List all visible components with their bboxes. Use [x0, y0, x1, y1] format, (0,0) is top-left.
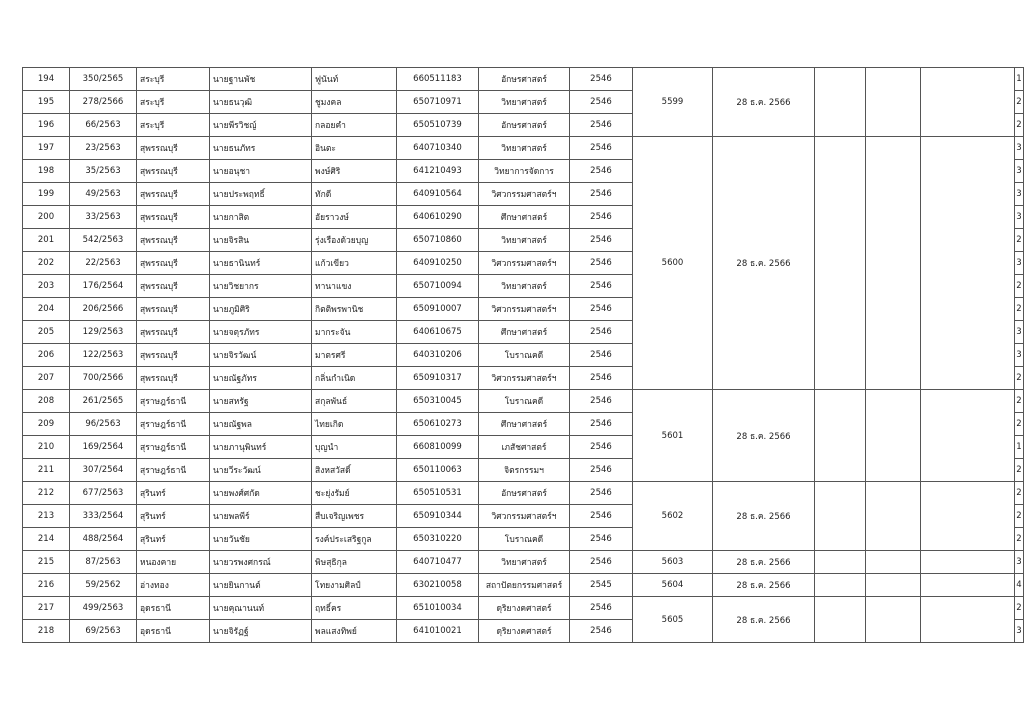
order-number-cell: 5601 [633, 390, 713, 482]
year-cell: 2546 [570, 367, 633, 390]
row-number-cell: 215 [23, 551, 70, 574]
year-cell: 2546 [570, 206, 633, 229]
count-cell: 2 [1015, 298, 1024, 321]
first-name-cell: นายจิรวัฒน์ [210, 344, 312, 367]
province-cell: สุพรรณบุรี [137, 229, 210, 252]
blank-b-cell [866, 482, 921, 551]
last-name-cell: สืบเจริญเพชร [312, 505, 397, 528]
blank-a-cell [815, 482, 866, 551]
year-cell: 2546 [570, 298, 633, 321]
order-date-cell: 28 ธ.ค. 2566 [713, 597, 815, 643]
count-cell: 3 [1015, 620, 1024, 643]
ref-number-cell: 488/2564 [70, 528, 137, 551]
first-name-cell: นายภานุพินทร์ [210, 436, 312, 459]
student-id-cell: 650510739 [397, 114, 479, 137]
faculty-cell: วิทยาการจัดการ [479, 160, 570, 183]
faculty-cell: ศึกษาศาสตร์ [479, 413, 570, 436]
province-cell: สระบุรี [137, 68, 210, 91]
table-row [23, 390, 1024, 413]
first-name-cell: นายวีระวัฒน์ [210, 459, 312, 482]
last-name-cell: กิตติพรพานิช [312, 298, 397, 321]
first-name-cell: นายณัฐภัทร [210, 367, 312, 390]
row-number-cell: 205 [23, 321, 70, 344]
student-id-cell: 641210493 [397, 160, 479, 183]
faculty-cell: ศึกษาศาสตร์ [479, 321, 570, 344]
student-id-cell: 660810099 [397, 436, 479, 459]
count-cell: 1 [1015, 436, 1024, 459]
row-number-cell: 217 [23, 597, 70, 620]
ref-number-cell: 499/2563 [70, 597, 137, 620]
blank-a-cell [815, 68, 866, 137]
student-id-cell: 651010034 [397, 597, 479, 620]
year-cell: 2546 [570, 390, 633, 413]
blank-a-cell [815, 597, 866, 643]
first-name-cell: นายจิรัฏฐ์ [210, 620, 312, 643]
row-number-cell: 196 [23, 114, 70, 137]
ref-number-cell: 677/2563 [70, 482, 137, 505]
province-cell: สุพรรณบุรี [137, 367, 210, 390]
blank-c-cell [921, 551, 1015, 574]
faculty-cell: สถาปัตยกรรมศาสตร์ [479, 574, 570, 597]
row-number-cell: 197 [23, 137, 70, 160]
count-cell: 3 [1015, 137, 1024, 160]
first-name-cell: นายคุณานนท์ [210, 597, 312, 620]
year-cell: 2546 [570, 551, 633, 574]
province-cell: สุพรรณบุรี [137, 160, 210, 183]
order-number-cell: 5600 [633, 137, 713, 390]
faculty-cell: วิทยาศาสตร์ [479, 551, 570, 574]
row-number-cell: 213 [23, 505, 70, 528]
blank-b-cell [866, 597, 921, 643]
year-cell: 2546 [570, 91, 633, 114]
first-name-cell: นายอนุชา [210, 160, 312, 183]
faculty-cell: อักษรศาสตร์ [479, 68, 570, 91]
province-cell: สุพรรณบุรี [137, 252, 210, 275]
province-cell: สุรินทร์ [137, 528, 210, 551]
first-name-cell: นายธนวุฒิ [210, 91, 312, 114]
last-name-cell: โทยงามศิลป์ [312, 574, 397, 597]
first-name-cell: นายจตุรภัทร [210, 321, 312, 344]
count-cell: 2 [1015, 459, 1024, 482]
table-row [23, 597, 1024, 620]
last-name-cell: อินตะ [312, 137, 397, 160]
first-name-cell: นายพลพีร์ [210, 505, 312, 528]
first-name-cell: นายประพฤทธิ์ [210, 183, 312, 206]
student-id-cell: 640910564 [397, 183, 479, 206]
student-id-cell: 650910344 [397, 505, 479, 528]
last-name-cell: มากระจัน [312, 321, 397, 344]
student-id-cell: 650710094 [397, 275, 479, 298]
province-cell: สุพรรณบุรี [137, 206, 210, 229]
first-name-cell: นายธานินทร์ [210, 252, 312, 275]
first-name-cell: นายกาสิต [210, 206, 312, 229]
province-cell: อุดรธานี [137, 620, 210, 643]
row-number-cell: 194 [23, 68, 70, 91]
ref-number-cell: 49/2563 [70, 183, 137, 206]
year-cell: 2546 [570, 252, 633, 275]
order-date-cell: 28 ธ.ค. 2566 [713, 68, 815, 137]
student-id-cell: 640710477 [397, 551, 479, 574]
faculty-cell: วิทยาศาสตร์ [479, 91, 570, 114]
order-number-cell: 5604 [633, 574, 713, 597]
count-cell: 3 [1015, 551, 1024, 574]
count-cell: 2 [1015, 390, 1024, 413]
last-name-cell: อัยราวงษ์ [312, 206, 397, 229]
faculty-cell: อักษรศาสตร์ [479, 114, 570, 137]
order-date-cell: 28 ธ.ค. 2566 [713, 482, 815, 551]
last-name-cell: รงค์ประเสริฐกูล [312, 528, 397, 551]
blank-b-cell [866, 574, 921, 597]
blank-c-cell [921, 390, 1015, 482]
year-cell: 2546 [570, 160, 633, 183]
faculty-cell: ดุริยางคศาสตร์ [479, 597, 570, 620]
province-cell: สระบุรี [137, 114, 210, 137]
ref-number-cell: 129/2563 [70, 321, 137, 344]
order-date-cell: 28 ธ.ค. 2566 [713, 551, 815, 574]
last-name-cell: ฤทธิ์คร [312, 597, 397, 620]
student-id-cell: 640910250 [397, 252, 479, 275]
first-name-cell: นายวิชยากร [210, 275, 312, 298]
blank-c-cell [921, 68, 1015, 137]
student-id-cell: 641010021 [397, 620, 479, 643]
ref-number-cell: 87/2563 [70, 551, 137, 574]
first-name-cell: นายณัฐพล [210, 413, 312, 436]
row-number-cell: 207 [23, 367, 70, 390]
year-cell: 2546 [570, 137, 633, 160]
faculty-cell: จิตรกรรมฯ [479, 459, 570, 482]
student-id-cell: 650310220 [397, 528, 479, 551]
year-cell: 2546 [570, 436, 633, 459]
first-name-cell: นายภูมิศิริ [210, 298, 312, 321]
first-name-cell: นายฐานพัช [210, 68, 312, 91]
count-cell: 3 [1015, 252, 1024, 275]
last-name-cell: พงษ์ศิริ [312, 160, 397, 183]
last-name-cell: ทักดี [312, 183, 397, 206]
ref-number-cell: 350/2565 [70, 68, 137, 91]
province-cell: สระบุรี [137, 91, 210, 114]
student-id-cell: 640610675 [397, 321, 479, 344]
year-cell: 2546 [570, 597, 633, 620]
province-cell: สุรินทร์ [137, 482, 210, 505]
ref-number-cell: 35/2563 [70, 160, 137, 183]
year-cell: 2546 [570, 344, 633, 367]
province-cell: สุพรรณบุรี [137, 275, 210, 298]
faculty-cell: โบราณคดี [479, 344, 570, 367]
student-id-cell: 650510531 [397, 482, 479, 505]
table-row [23, 137, 1024, 160]
count-cell: 2 [1015, 114, 1024, 137]
student-id-cell: 630210058 [397, 574, 479, 597]
faculty-cell: วิศวกรรมศาสตร์ฯ [479, 252, 570, 275]
first-name-cell: นายธนภัทร [210, 137, 312, 160]
faculty-cell: วิทยาศาสตร์ [479, 275, 570, 298]
student-id-cell: 650110063 [397, 459, 479, 482]
count-cell: 3 [1015, 344, 1024, 367]
year-cell: 2546 [570, 114, 633, 137]
last-name-cell: สกุลพันธ์ [312, 390, 397, 413]
row-number-cell: 202 [23, 252, 70, 275]
ref-number-cell: 96/2563 [70, 413, 137, 436]
count-cell: 4 [1015, 574, 1024, 597]
last-name-cell: ไทยเกิด [312, 413, 397, 436]
year-cell: 2546 [570, 68, 633, 91]
first-name-cell: นายวันชัย [210, 528, 312, 551]
student-id-cell: 650610273 [397, 413, 479, 436]
row-number-cell: 198 [23, 160, 70, 183]
first-name-cell: นายพงศ์ศกัด [210, 482, 312, 505]
count-cell: 3 [1015, 206, 1024, 229]
first-name-cell: นายจิรสิน [210, 229, 312, 252]
last-name-cell: พลแสงทิพย์ [312, 620, 397, 643]
blank-b-cell [866, 68, 921, 137]
blank-c-cell [921, 597, 1015, 643]
last-name-cell: บุญนำ [312, 436, 397, 459]
faculty-cell: วิศวกรรมศาสตร์ฯ [479, 367, 570, 390]
last-name-cell: ชะยุ่งรัมย์ [312, 482, 397, 505]
first-name-cell: นายพีรวิชญ์ [210, 114, 312, 137]
roster-table [22, 67, 1024, 643]
year-cell: 2546 [570, 482, 633, 505]
ref-number-cell: 23/2563 [70, 137, 137, 160]
order-number-cell: 5599 [633, 68, 713, 137]
student-id-cell: 640310206 [397, 344, 479, 367]
faculty-cell: โบราณคดี [479, 390, 570, 413]
ref-number-cell: 22/2563 [70, 252, 137, 275]
ref-number-cell: 261/2565 [70, 390, 137, 413]
last-name-cell: กลอยคำ [312, 114, 397, 137]
faculty-cell: ดุริยางคศาสตร์ [479, 620, 570, 643]
count-cell: 3 [1015, 321, 1024, 344]
last-name-cell: แก้วเขียว [312, 252, 397, 275]
ref-number-cell: 66/2563 [70, 114, 137, 137]
year-cell: 2546 [570, 528, 633, 551]
last-name-cell: มาตรศรี [312, 344, 397, 367]
row-number-cell: 210 [23, 436, 70, 459]
faculty-cell: วิศวกรรมศาสตร์ฯ [479, 183, 570, 206]
table-row [23, 482, 1024, 505]
order-date-cell: 28 ธ.ค. 2566 [713, 390, 815, 482]
ref-number-cell: 33/2563 [70, 206, 137, 229]
last-name-cell: กลิ่นกำเนิด [312, 367, 397, 390]
row-number-cell: 209 [23, 413, 70, 436]
count-cell: 2 [1015, 528, 1024, 551]
row-number-cell: 200 [23, 206, 70, 229]
year-cell: 2546 [570, 459, 633, 482]
province-cell: สุพรรณบุรี [137, 183, 210, 206]
last-name-cell: ทานาแขง [312, 275, 397, 298]
ref-number-cell: 278/2566 [70, 91, 137, 114]
ref-number-cell: 307/2564 [70, 459, 137, 482]
row-number-cell: 204 [23, 298, 70, 321]
blank-a-cell [815, 574, 866, 597]
faculty-cell: เภสัชศาสตร์ [479, 436, 570, 459]
last-name-cell: ฟูนันท์ [312, 68, 397, 91]
student-id-cell: 640710340 [397, 137, 479, 160]
year-cell: 2546 [570, 321, 633, 344]
order-number-cell: 5602 [633, 482, 713, 551]
faculty-cell: วิทยาศาสตร์ [479, 229, 570, 252]
order-date-cell: 28 ธ.ค. 2566 [713, 574, 815, 597]
table-row [23, 551, 1024, 574]
faculty-cell: วิทยาศาสตร์ [479, 137, 570, 160]
student-id-cell: 640610290 [397, 206, 479, 229]
row-number-cell: 214 [23, 528, 70, 551]
order-number-cell: 5605 [633, 597, 713, 643]
province-cell: อ่างทอง [137, 574, 210, 597]
ref-number-cell: 333/2564 [70, 505, 137, 528]
last-name-cell: รุ่งเรืองด้วยบุญ [312, 229, 397, 252]
first-name-cell: นายวรพงศกรณ์ [210, 551, 312, 574]
student-id-cell: 650710971 [397, 91, 479, 114]
student-id-cell: 660511183 [397, 68, 479, 91]
year-cell: 2546 [570, 413, 633, 436]
count-cell: 2 [1015, 482, 1024, 505]
count-cell: 2 [1015, 597, 1024, 620]
province-cell: สุราษฎร์ธานี [137, 436, 210, 459]
ref-number-cell: 69/2563 [70, 620, 137, 643]
first-name-cell: นายยินกานต์ [210, 574, 312, 597]
row-number-cell: 206 [23, 344, 70, 367]
count-cell: 3 [1015, 183, 1024, 206]
year-cell: 2546 [570, 183, 633, 206]
blank-a-cell [815, 390, 866, 482]
count-cell: 2 [1015, 229, 1024, 252]
count-cell: 2 [1015, 367, 1024, 390]
blank-b-cell [866, 137, 921, 390]
province-cell: สุราษฎร์ธานี [137, 413, 210, 436]
row-number-cell: 203 [23, 275, 70, 298]
province-cell: สุพรรณบุรี [137, 344, 210, 367]
student-id-cell: 650910317 [397, 367, 479, 390]
student-id-cell: 650910007 [397, 298, 479, 321]
faculty-cell: อักษรศาสตร์ [479, 482, 570, 505]
ref-number-cell: 59/2562 [70, 574, 137, 597]
blank-a-cell [815, 137, 866, 390]
student-id-cell: 650710860 [397, 229, 479, 252]
blank-c-cell [921, 574, 1015, 597]
row-number-cell: 201 [23, 229, 70, 252]
student-id-cell: 650310045 [397, 390, 479, 413]
ref-number-cell: 176/2564 [70, 275, 137, 298]
first-name-cell: นายสหรัฐ [210, 390, 312, 413]
province-cell: สุพรรณบุรี [137, 321, 210, 344]
ref-number-cell: 169/2564 [70, 436, 137, 459]
order-number-cell: 5603 [633, 551, 713, 574]
row-number-cell: 212 [23, 482, 70, 505]
faculty-cell: วิศวกรรมศาสตร์ฯ [479, 505, 570, 528]
order-date-cell: 28 ธ.ค. 2566 [713, 137, 815, 390]
last-name-cell: ชูมงคล [312, 91, 397, 114]
year-cell: 2546 [570, 229, 633, 252]
blank-c-cell [921, 137, 1015, 390]
faculty-cell: ศึกษาศาสตร์ [479, 206, 570, 229]
ref-number-cell: 542/2563 [70, 229, 137, 252]
province-cell: สุราษฎร์ธานี [137, 390, 210, 413]
province-cell: อุดรธานี [137, 597, 210, 620]
last-name-cell: พิษสุธิกุล [312, 551, 397, 574]
year-cell: 2546 [570, 505, 633, 528]
ref-number-cell: 206/2566 [70, 298, 137, 321]
year-cell: 2546 [570, 620, 633, 643]
table-row [23, 574, 1024, 597]
year-cell: 2546 [570, 275, 633, 298]
faculty-cell: วิศวกรรมศาสตร์ฯ [479, 298, 570, 321]
province-cell: สุพรรณบุรี [137, 298, 210, 321]
province-cell: สุรินทร์ [137, 505, 210, 528]
count-cell: 2 [1015, 505, 1024, 528]
ref-number-cell: 122/2563 [70, 344, 137, 367]
blank-a-cell [815, 551, 866, 574]
table-row [23, 68, 1024, 91]
row-number-cell: 199 [23, 183, 70, 206]
row-number-cell: 195 [23, 91, 70, 114]
province-cell: สุพรรณบุรี [137, 137, 210, 160]
year-cell: 2545 [570, 574, 633, 597]
province-cell: สุราษฎร์ธานี [137, 459, 210, 482]
row-number-cell: 211 [23, 459, 70, 482]
province-cell: หนองคาย [137, 551, 210, 574]
last-name-cell: สิงหสวัสดิ์ [312, 459, 397, 482]
blank-c-cell [921, 482, 1015, 551]
count-cell: 2 [1015, 275, 1024, 298]
count-cell: 3 [1015, 160, 1024, 183]
roster-body [23, 68, 1024, 643]
count-cell: 1 [1015, 68, 1024, 91]
ref-number-cell: 700/2566 [70, 367, 137, 390]
row-number-cell: 208 [23, 390, 70, 413]
row-number-cell: 216 [23, 574, 70, 597]
count-cell: 2 [1015, 91, 1024, 114]
blank-b-cell [866, 551, 921, 574]
count-cell: 2 [1015, 413, 1024, 436]
faculty-cell: โบราณคดี [479, 528, 570, 551]
blank-b-cell [866, 390, 921, 482]
row-number-cell: 218 [23, 620, 70, 643]
